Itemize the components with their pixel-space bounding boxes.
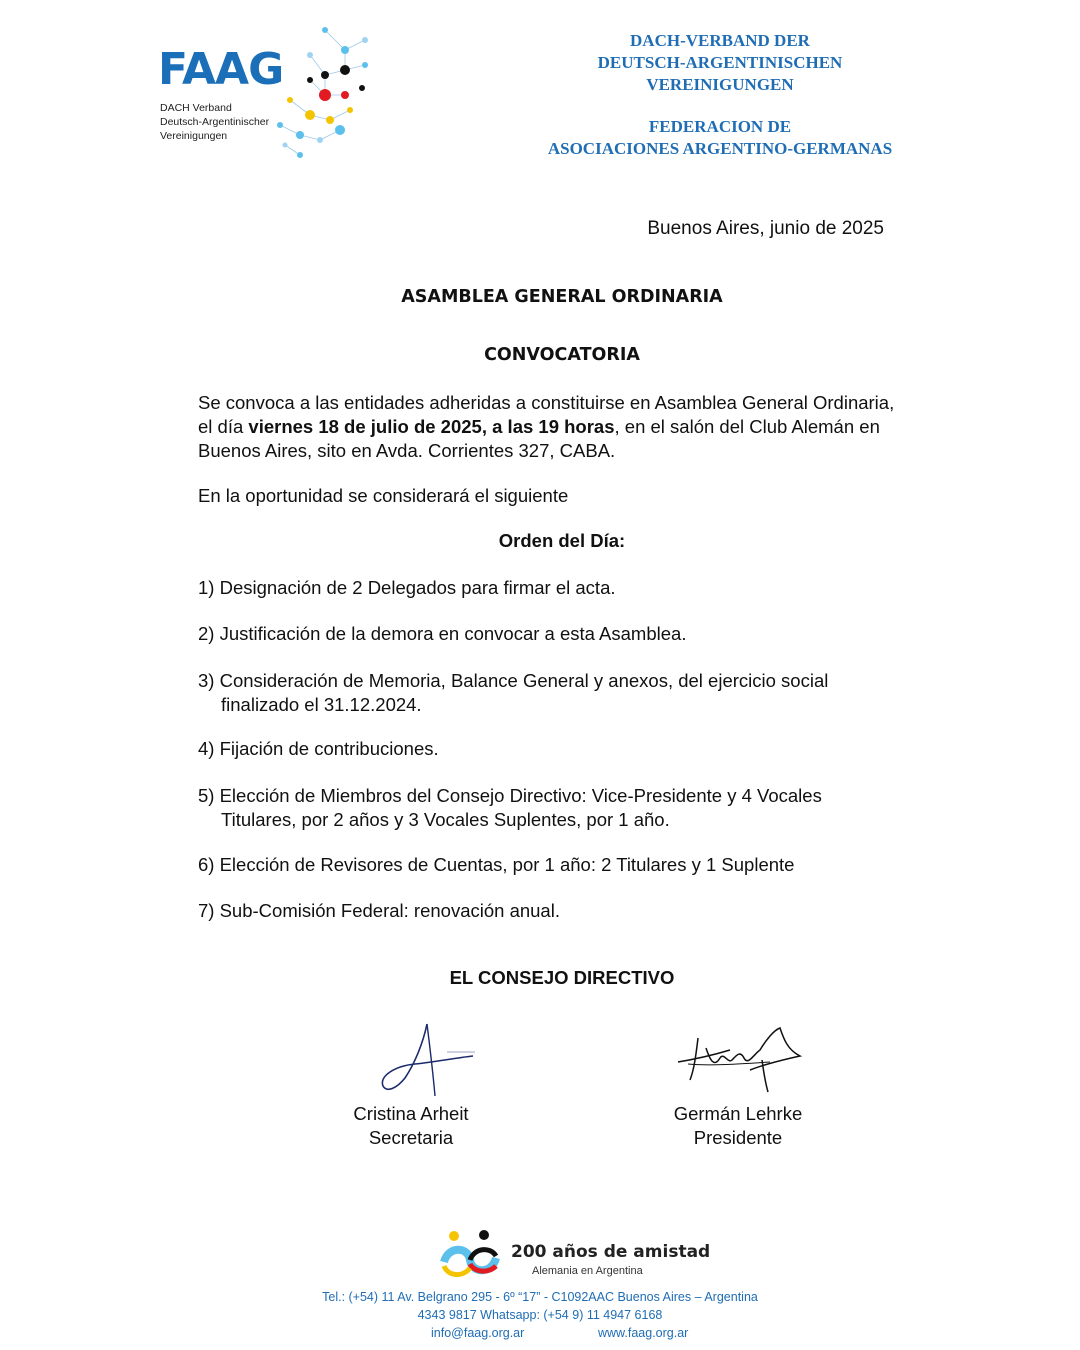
- signatory-arheit: [291, 1102, 531, 1150]
- org-name-spanish: [510, 116, 930, 160]
- agenda-item: [198, 576, 898, 600]
- agenda-item-text: 7) Sub-Comisión Federal: renovación anual.: [198, 900, 560, 921]
- agenda-item: [198, 737, 898, 761]
- intro-location: , en el salón del Club Alemán en Buenos Aires, sito en Avda. Corrientes 327, CABA.: [198, 416, 880, 461]
- agenda-item-text: 2) Justificación de la demora en convocar a esta Asamblea.: [198, 623, 687, 644]
- agenda-title: Orden del Día:: [498, 530, 626, 551]
- org-spanish-line: FEDERACION DE: [648, 117, 792, 136]
- org-spanish-line: ASOCIACIONES ARGENTINO-GERMANAS: [547, 139, 893, 158]
- intro-time: a las 19 horas: [492, 416, 615, 437]
- logo-subtitle-3: Vereinigungen: [160, 130, 228, 142]
- agenda-item-text: 1) Designación de 2 Delegados para firmar el acta.: [198, 577, 616, 598]
- logo-subtitle-2: Deutsch-Argentinischer: [160, 116, 270, 128]
- org-name-german: [510, 30, 930, 96]
- org-german-line: DACH-VERBAND DER: [630, 31, 810, 50]
- agenda-item-continuation: finalizado el 31.12.2024.: [221, 694, 422, 715]
- agenda-item-continuation: Titulares, por 2 años y 3 Vocales Suplentes, por 1 año.: [221, 809, 670, 830]
- document-subtitle: CONVOCATORIA: [484, 345, 640, 365]
- agenda-item: [198, 784, 898, 832]
- agenda-item-text: 5) Elección de Miembros del Consejo Directivo: Vice-Presidente y 4 Vocales: [198, 785, 822, 806]
- signatory-name: Cristina Arheit: [353, 1103, 469, 1124]
- signatory-lehrke: [618, 1102, 858, 1150]
- date-line: Buenos Aires, junio de 2025: [647, 218, 884, 239]
- badge-title: 200 años de amistad: [511, 1242, 711, 1262]
- signature-arheit: [375, 1018, 480, 1103]
- intro-separator: ,: [481, 416, 493, 437]
- agenda-item: [198, 622, 898, 646]
- agenda-item-text: 4) Fijación de contribuciones.: [198, 738, 439, 759]
- friendship-badge-icon: [440, 1228, 500, 1283]
- org-german-line: VEREINIGUNGEN: [646, 75, 794, 94]
- intro-date: viernes 18 de julio de 2025: [248, 416, 482, 437]
- signature-lehrke: [670, 1020, 810, 1100]
- footer-address: Tel.: (+54) 11 Av. Belgrano 295 - 6º “17” - C1092AAC Buenos Aires – Argentina: [322, 1290, 758, 1304]
- agenda-item-text: 6) Elección de Revisores de Cuentas, por 1 año: 2 Titulares y 1 Suplente: [198, 854, 795, 875]
- agenda-item-text: 3) Consideración de Memoria, Balance General y anexos, del ejercicio social: [198, 670, 829, 691]
- agenda-item: [198, 853, 898, 877]
- badge-subtitle: Alemania en Argentina: [532, 1265, 643, 1277]
- agenda-item: [198, 899, 898, 923]
- logo-subtitle-1: DACH Verband: [160, 102, 232, 114]
- board-heading: EL CONSEJO DIRECTIVO: [449, 967, 675, 988]
- signatory-role: Secretaria: [368, 1127, 454, 1148]
- intro-paragraph: [198, 391, 898, 463]
- footer-email[interactable]: info@faag.org.ar: [431, 1326, 525, 1340]
- org-german-line: DEUTSCH-ARGENTINISCHEN: [597, 53, 843, 72]
- document-title: ASAMBLEA GENERAL ORDINARIA: [401, 287, 723, 307]
- footer-phones: 4343 9817 Whatsapp: (+54 9) 11 4947 6168: [417, 1308, 663, 1322]
- logo-wordmark: FAAG: [158, 44, 284, 95]
- intro-text: Se convoca a las entidades adheridas a constituirse en Asamblea General Ordinaria, el día: [198, 392, 895, 437]
- footer-website[interactable]: www.faag.org.ar: [598, 1326, 689, 1340]
- agenda-item: [198, 669, 898, 717]
- signatory-name: Germán Lehrke: [673, 1103, 803, 1124]
- signatory-role: Presidente: [693, 1127, 783, 1148]
- opportunity-line: En la oportunidad se considerará el siguiente: [198, 485, 569, 506]
